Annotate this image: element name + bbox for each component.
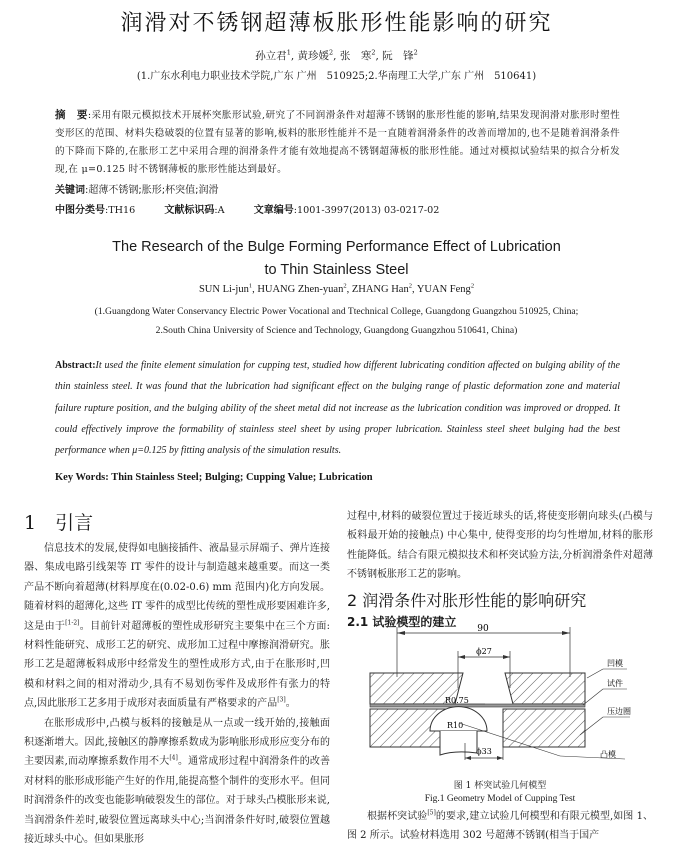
- keywords-cn-text: :超薄不锈钢;胀形;杯突值;润滑: [85, 185, 219, 196]
- affiliation-cn: (1.广东水利电力职业技术学院,广东 广州 510925;2.华南理工大学,广东 广州 510641): [136, 71, 537, 82]
- text-run: 信息技术的发展,使得如电脑接插件、液晶显示屏端子、弹片连接器、集成电路引线架等 IT 零件的设计与制造越来越重要。而这一类产品不断向着超薄(材料厚度在(0.02-0.6) mm 范围内)化方向发展。随着材料的超薄化,这些 IT 零件的成型比传统的塑性成形要困难许多,这是由于: [24, 543, 330, 632]
- citation[interactable]: [4]: [169, 755, 178, 763]
- affiliation-en-line2: 2.South China University of Science and Technology, Guangdong Guangzhou 510641, China): [155, 325, 518, 336]
- doc-code-value: :A: [214, 205, 225, 216]
- leader-line: [583, 689, 603, 705]
- leader-line: [587, 669, 603, 678]
- figure-1-caption-cn: 图 1 杯突试验几何模型: [453, 781, 547, 791]
- arrow-head: [562, 631, 570, 635]
- figure-1-geometry-model: [355, 623, 645, 760]
- doc-code-label: 文献标识码: [164, 205, 215, 216]
- arrow-head: [503, 655, 510, 659]
- text-run: 的要求,建立试验几何模型和有限元模型,如图 1、图 2 所示。试验材料选用 302 号超薄不锈钢(相当于国产: [347, 811, 654, 842]
- title-en-line1: The Research of the Bulge Forming Performance Effect of Lubrication: [112, 239, 561, 255]
- citation[interactable]: [5]: [427, 809, 436, 817]
- section-1-paragraph-2: [24, 714, 330, 850]
- section-2-1-paragraph: [347, 807, 653, 846]
- text-run: 。: [285, 698, 296, 710]
- dim-90-label: 90: [477, 624, 489, 634]
- citation[interactable]: [3]: [277, 696, 286, 704]
- author-affil-sup: 2: [343, 282, 347, 290]
- text-run: 在胀形成形中,凸模与板料的接触是从一点或一线开始的,接触面积逐渐增大。因此,接触区的静摩擦系数成为影响胀形成形应变分布的主要因素,而动摩擦系数作用不大: [24, 717, 330, 768]
- title-en-line2: to Thin Stainless Steel: [264, 262, 409, 278]
- text-run: 。目前针对超薄板的塑性成形研究主要集中在三个方面:材料性能研究、成形工艺的研究、成形加工过程中摩擦润滑研究。胀形工艺是超薄板料成形中经常发生的塑性成形方式,由于在胀形时,凹模和材料之间的相对滑动少,具有不易划伤零件及成形件有张力的特点,因此胀形工艺多用于成形对表面质量有严格要求的产品: [24, 620, 331, 710]
- paper-title-cn: 润滑对不锈钢超薄板胀形性能影响的研究: [120, 11, 553, 36]
- author-name: 孙立君: [255, 50, 287, 62]
- arrow-head: [465, 756, 471, 760]
- abstract-en-label: Abstract:: [55, 360, 96, 371]
- abstract-en: [55, 355, 620, 461]
- affiliation-en: [0, 302, 673, 340]
- dim-r075-label: R0.75: [445, 696, 469, 705]
- author-affil-sup: 2: [470, 282, 475, 290]
- dim-d33-label: ϕ33: [476, 747, 492, 756]
- section-1-paragraph-1: [24, 539, 330, 714]
- section-2-heading: 2 润滑条件对胀形性能的影响研究: [347, 590, 587, 610]
- author-name: 阮 锋: [382, 50, 414, 62]
- section-1-heading: 1 引言: [24, 512, 94, 534]
- arrow-head: [397, 631, 405, 635]
- keywords-cn: [55, 181, 218, 196]
- dim-r10-label: R10: [447, 721, 464, 730]
- clc-label: 中图分类号: [55, 205, 105, 216]
- punch-body: [440, 731, 477, 755]
- author-affil-sup: 2: [329, 48, 334, 57]
- right-column: [347, 507, 653, 630]
- right-column-after-figure: [347, 807, 653, 846]
- abstract-cn: [55, 106, 620, 179]
- author-name-en: HUANG Zhen-yuan: [257, 284, 344, 295]
- text-run: 根据杯突试验: [367, 811, 428, 822]
- paper-title-en: [0, 236, 673, 282]
- keywords-cn-label: 关键词: [55, 185, 85, 196]
- authors-cn: 孙立君$^1$, 黄珍媛$^2$, 张 寒$^2$, 阮 锋$^2$: [255, 48, 418, 62]
- keywords-en: Key Words: Thin Stainless Steel; Bulging; Cupping Value; Lubrication: [55, 472, 373, 483]
- dim-d27-label: ϕ27: [476, 647, 492, 656]
- author-affil-sup: 1: [248, 282, 253, 290]
- figure-1-caption-en: Fig.1 Geometry Model of Cupping Test: [424, 794, 576, 804]
- classification-line: [55, 201, 465, 216]
- label-punch: 凸模: [600, 750, 616, 759]
- author-name-en: ZHANG Han: [351, 284, 409, 295]
- author-name: 黄珍媛: [297, 50, 330, 62]
- author-name-en: YUAN Feng: [416, 284, 471, 295]
- abstract-en-text: It used the finite element simulation for cupping test, studied how different lubricating condition affected on bulging ability of the thin stainless steel. It was found that the lubrication had significant effect on the bulging range of plastic deformation zone and material failure rupture position, and the bulging ability of the sheet metal did not increase as the lubrication condition was improved or dropped. It could effectively improve the formability of stainless steel sheet by using proper lubrication. Stainless steel sheet bulging had the best performance when μ=0.125 by fitting analysis of the simulation results.: [55, 360, 620, 457]
- label-specimen: 试件: [607, 679, 623, 688]
- author-name-en: SUN Li-jun: [198, 284, 249, 295]
- article-no-value: :1001-3997(2013) 03-0217-02: [293, 205, 440, 216]
- author-affil-sup: 1: [286, 48, 291, 57]
- abstract-cn-text: :采用有限元模拟技术开展杯突胀形试验,研究了不同润滑条件对超薄不锈钢的胀形性能的影响,结果发现润滑对胀形时塑性变形区的范围、材料失稳破裂的位置有显著的影响,板料的胀形性能并不是一直随着润滑条件的改善而增加的,也不是随着润滑条件的下降而下降的,在胀形工艺中采用合理的润滑条件才能有效地提高不锈钢超薄板的胀形性能。通过对模拟试验结果的拟合分析发现,在 μ=0.125 时不锈钢薄板的胀形性能达到最好。: [55, 110, 620, 175]
- author-name: 张 寒: [339, 50, 372, 62]
- right-paragraph-continued: 过程中,材料的破裂位置过于接近球头的话,将使变形朝向球头(凸模与板料最开始的接触点) 中心集中, 使得变形的均匀性增加,材料的胀形性能降低。结合有限元模拟技术和杯突试验方法,分析润滑条件对超薄不锈钢板胀形工艺的影响。: [347, 511, 653, 581]
- author-affil-sup: 2: [408, 282, 412, 290]
- label-die: 凹模: [607, 659, 623, 668]
- author-affil-sup: 2: [371, 48, 376, 57]
- clc-value: :TH16: [105, 205, 136, 216]
- affiliation-en-line1: (1.Guangdong Water Conservancy Electric Power Vocational and Ttechnical College, Guangdong Guangzhou 510925, China;: [94, 306, 579, 317]
- text-run: 。通常成形过程中润滑条件的改善对材料的胀形成形能产生好的作用,能提高整个制件的变形水平。但同时润滑条件的改变也能影响破裂发生的部位。对于球头凸模胀形来说,当润滑条件差时,破裂位置远离球头中心;当润滑条件好时,破裂位置越接近球头中心。但如果胀形: [24, 756, 330, 846]
- arrow-head: [458, 655, 465, 659]
- specimen-sheet: [370, 704, 585, 707]
- die-right: [505, 673, 585, 704]
- abstract-cn-label: 摘 要: [55, 109, 88, 121]
- citation[interactable]: [1-2]: [65, 619, 80, 627]
- arrow-head: [497, 756, 503, 760]
- authors-en: SUN Li-jun$^1$, HUANG Zhen-yuan$^2$, ZHANG Han$^2$, YUAN Feng$^2$: [198, 282, 475, 295]
- label-blank-holder: 压边圈: [607, 707, 631, 716]
- left-column: [24, 508, 330, 850]
- section-2-1-heading: 2.1 试验模型的建立: [347, 614, 457, 629]
- article-no-label: 文章编号: [253, 205, 294, 216]
- author-affil-sup: 2: [413, 48, 418, 57]
